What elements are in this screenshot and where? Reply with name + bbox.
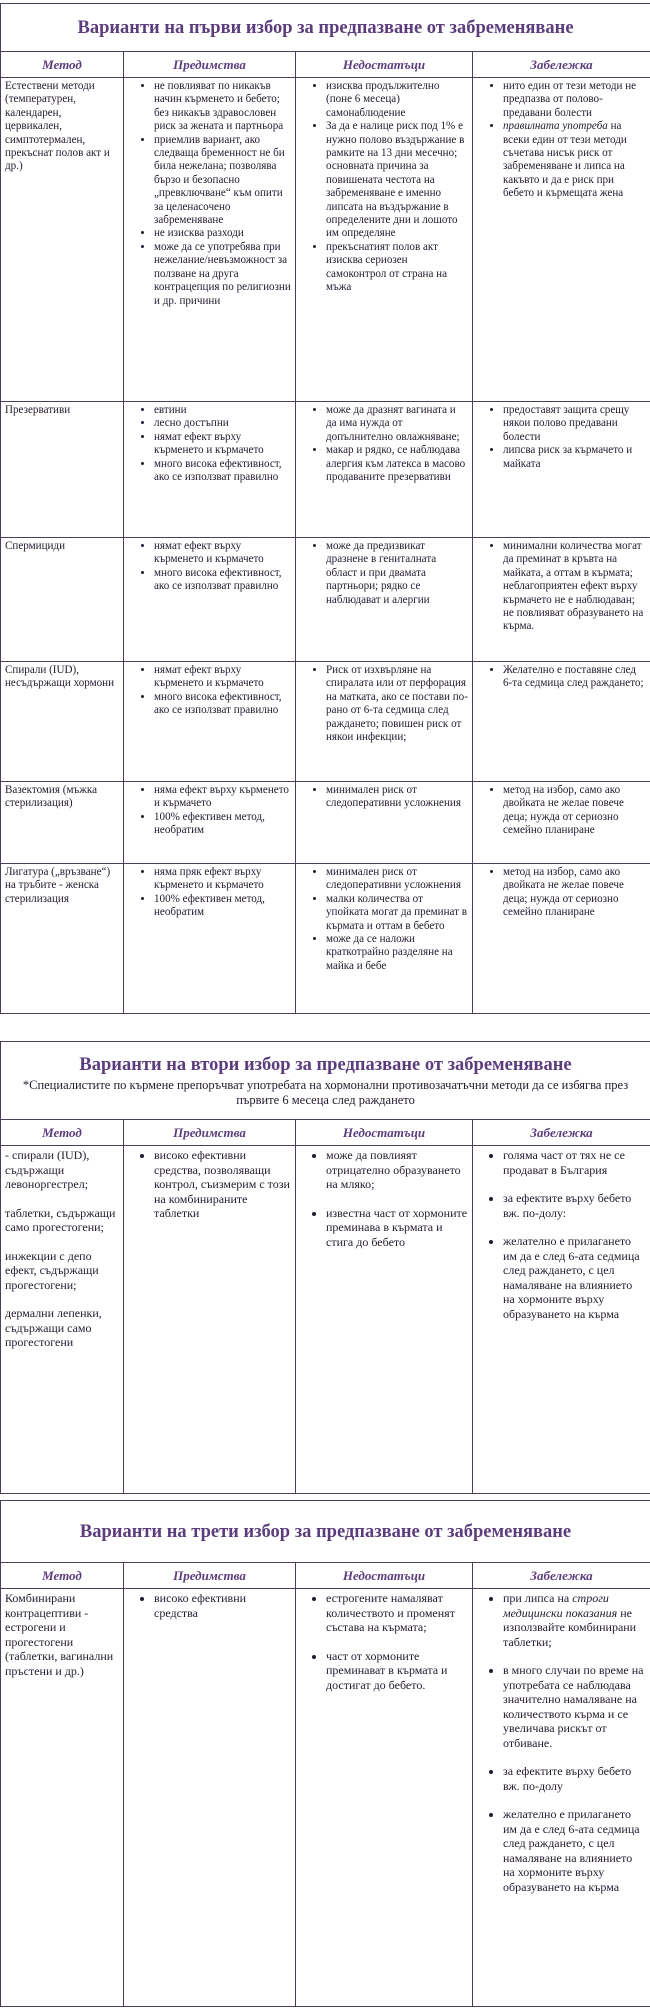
list-item: • част от хормоните преминават в кърмата и достигат до бебето. (326, 1649, 468, 1693)
table-row (1, 538, 650, 662)
notes-cell (473, 782, 650, 864)
list-item: • може да предизвикат дразнене в гениталната област и при двамата партньори; рядко се наблюдават и алергии (326, 540, 468, 607)
cons-cell (296, 78, 473, 402)
list-item: • може да повлияят отрицателно образуването на мляко; (326, 1148, 468, 1192)
col-header-notes: Забележка (473, 52, 650, 78)
list-item: • високо ефективни средства, позволяващи контрол, съизмерим с този на комбинираните таблетки (154, 1148, 291, 1221)
notes-cell (473, 864, 650, 1014)
third-choice-title: Варианти на трети избор за предпазване от забременяване (79, 1521, 572, 1542)
cons-cell (296, 1146, 473, 1494)
method-line: - спирали (IUD), съдържащи левоноргестрел; (5, 1148, 90, 1191)
method-cell: Спермициди (1, 538, 124, 662)
list-item: • нямат ефект върху кърменето и кърмачето (154, 431, 291, 458)
table-row (1, 78, 650, 402)
list-item: • минимални количества могат да преминат в кръвта на майката, а оттам в кърмата; неблагоприятен ефект върху кърмачето не е наблюдаван; не повлияват образуването на кърма. (503, 540, 646, 634)
list-item: • естрогените намаляват количеството и променят състава на кърмата; (326, 1591, 468, 1635)
col-header-notes: Забележка (473, 1120, 650, 1146)
second-choice-table (0, 1041, 650, 1494)
col-header-cons: Недостатъци (296, 1563, 473, 1589)
cons-cell (296, 782, 473, 864)
pros-cell (124, 864, 296, 1014)
notes-cell (473, 538, 650, 662)
col-header-method: Метод (1, 1120, 124, 1146)
list-item: • няма ефект върху кърменето и кърмачето (154, 784, 291, 811)
list-item: • 100% ефективен метод, необратим (154, 811, 291, 838)
third-choice-title-cell (1, 1501, 650, 1563)
first-choice-title: Варианти на първи избор за предпазване от забременяване (77, 17, 574, 38)
first-choice-header-row (1, 52, 650, 78)
pros-cell (124, 662, 296, 782)
notes-cell (473, 402, 650, 538)
list-item: • за ефектите върху бебето вж. по-долу (503, 1764, 646, 1793)
list-item: • голяма част от тях не се продават в България (503, 1148, 646, 1177)
method-line: таблетки, съдържащи само прогестогени; (5, 1205, 116, 1234)
list-item: • много висока ефективност, ако се използват правилно (154, 567, 291, 594)
cons-cell (296, 1589, 473, 2007)
list-item: • няма пряк ефект върху кърменето и кърмачето (154, 866, 291, 893)
list-item: • нямат ефект върху кърменето и кърмачето (154, 664, 291, 691)
notes-cell (473, 1589, 650, 2007)
list-item: • евтини (154, 404, 291, 417)
col-header-notes: Забележка (473, 1563, 650, 1589)
method-line: дермални лепенки, съдържащи само прогестогени (5, 1306, 102, 1349)
list-item: • много висока ефективност, ако се използват правилно (154, 691, 291, 718)
pros-cell (124, 78, 296, 402)
table-row (1, 662, 650, 782)
list-item: • нито един от тези методи не предпазва от полово-предавани болести (503, 80, 646, 120)
method-line: инжекции с депо ефект, съдържащи прогестогени; (5, 1248, 99, 1292)
pros-cell (124, 1589, 296, 2007)
list-item: • прекъснатият полов акт изисква сериозен самоконтрол от страна на мъжа (326, 241, 468, 295)
list-item: • минимален риск от следоперативни усложнения (326, 866, 468, 893)
list-item: • може да се употребява при нежелание/невъзможност за ползване на друга контрацепция по религиозни и др. причини (154, 241, 291, 308)
method-cell: Презервативи (1, 402, 124, 538)
list-item: • не повлияват по никакъв начин кърменето и бебето; без никакъв здравословен риск за жената и партньора (154, 80, 291, 134)
list-item: • при липса на строги медицински показания не използвайте комбинирани таблетки; (503, 1591, 646, 1649)
pros-cell (124, 1146, 296, 1494)
table-row (1, 782, 650, 864)
list-item: • минимален риск от следоперативни усложнения (326, 784, 468, 811)
first-choice-title-cell (1, 4, 650, 52)
cons-cell (296, 864, 473, 1014)
list-item: • Риск от изхвърляне на спиралата или от перфорация на матката, ако се постави по-рано от 6-та седмица след раждането; повишен риск от някои инфекции; (326, 664, 468, 744)
list-item: • може да дразнят вагината и да има нужда от допълнително овлажняване; (326, 404, 468, 444)
list-item: • за ефектите върху бебето вж. по-долу: (503, 1191, 646, 1220)
pros-cell (124, 538, 296, 662)
list-item: • лесно достъпни (154, 417, 291, 430)
col-header-method: Метод (1, 1563, 124, 1589)
col-header-cons: Недостатъци (296, 1120, 473, 1146)
list-item: • метод на избор, само ако двойката не желае повече деца; нужда от сериозно семейно планиране (503, 866, 646, 920)
second-choice-header-row (1, 1120, 650, 1146)
method-cell: Лигатура („връзване“) на тръбите - женска стерилизация (1, 864, 124, 1014)
notes-cell (473, 78, 650, 402)
list-item: • предоставят защита срещу някои полово предавани болести (503, 404, 646, 444)
list-item: • липсва риск за кърмачето и майката (503, 444, 646, 471)
list-item: • в много случаи по време на употребата се наблюдава значително намаляване на количеството кърма и се увеличава рискът от отбиване. (503, 1663, 646, 1750)
cons-cell (296, 662, 473, 782)
list-item: • За да е налице риск под 1% е нужно полово въздържание в рамките на 13 дни месечно; основната причина за повишената честота на забременяване е именно липсата на въздържание в определените дни и лошото им определяне (326, 120, 468, 241)
pros-cell (124, 782, 296, 864)
col-header-pros: Предимства (124, 52, 296, 78)
col-header-cons: Недостатъци (296, 52, 473, 78)
cons-cell (296, 402, 473, 538)
list-item: • изисква продължително (поне 6 месеца) самонаблюдение (326, 80, 468, 120)
list-item: • не изисква разходи (154, 227, 291, 240)
list-item: • приемлив вариант, ако следваща бременност не би била нежелана; позволява бързо и безопасно „превключване“ към опити за целенасочено забременяване (154, 134, 291, 228)
list-item: • метод на избор, само ако двойката не желае повече деца; нужда от сериозно семейно планиране (503, 784, 646, 838)
list-item: • Желателно е поставяне след 6-та седмица след раждането; (503, 664, 646, 691)
cons-cell (296, 538, 473, 662)
list-item: • нямат ефект върху кърменето и кърмачето (154, 540, 291, 567)
notes-cell (473, 662, 650, 782)
list-item: • 100% ефективен метод, необратим (154, 893, 291, 920)
list-item: • известна част от хормоните преминава в кърмата и стига до бебето (326, 1206, 468, 1250)
method-cell: Естествени методи (температурен, календарен, цервикален, симптотермален, прекъснат полов акт и др.) (1, 78, 124, 402)
col-header-method: Метод (1, 52, 124, 78)
second-choice-title-cell (1, 1042, 650, 1120)
list-item: • малки количества от упойката могат да преминат в кърмата и оттам в бебето (326, 893, 468, 933)
list-item: • желателно е прилагането им да е след 6-ата седмица след раждането, с цел намаляване на влиянието на хормоните върху образуването на кърма (503, 1807, 646, 1894)
notes-cell (473, 1146, 650, 1494)
table-row (1, 864, 650, 1014)
second-choice-title: Варианти на втори избор за предпазване от забременяване (79, 1054, 572, 1075)
table-row (1, 1146, 650, 1494)
list-item: • макар и рядко, се наблюдава алергия към латекса в масово продаваните презервативи (326, 444, 468, 484)
third-choice-table (0, 1500, 650, 2007)
col-header-pros: Предимства (124, 1563, 296, 1589)
third-choice-header-row (1, 1563, 650, 1589)
list-item: • високо ефективни средства (154, 1591, 291, 1620)
method-cell (1, 1146, 124, 1494)
method-cell: Комбинирани контрацептиви - естрогени и прогестогени (таблетки, вагинални пръстени и др.) (1, 1589, 124, 2007)
list-item: • много висока ефективност, ако се използват правилно (154, 458, 291, 485)
first-choice-table (0, 3, 650, 1014)
col-header-pros: Предимства (124, 1120, 296, 1146)
method-cell: Вазектомия (мъжка стерилизация) (1, 782, 124, 864)
pros-cell (124, 402, 296, 538)
list-item: • може да се наложи краткотрайно разделяне на майка и бебе (326, 933, 468, 973)
table-row (1, 402, 650, 538)
method-cell: Спирали (IUD), несъдържащи хормони (1, 662, 124, 782)
table-row (1, 1589, 650, 2007)
list-item: • правилната употреба на всеки един от тези методи съчетава нисък риск от забременяване и липса на какъвто и да е риск при бебето и кърмещата жена (503, 120, 646, 200)
second-choice-footnote: *Специалистите по кърмене препоръчват употребата на хормонални противозачатъчни методи да се избягва през първите 6 месеца след раждането (22, 1077, 629, 1107)
list-item: • желателно е прилагането им да е след 6-ата седмица след раждането, с цел намаляване на влиянието на хормоните върху образуването на кърма (503, 1234, 646, 1321)
